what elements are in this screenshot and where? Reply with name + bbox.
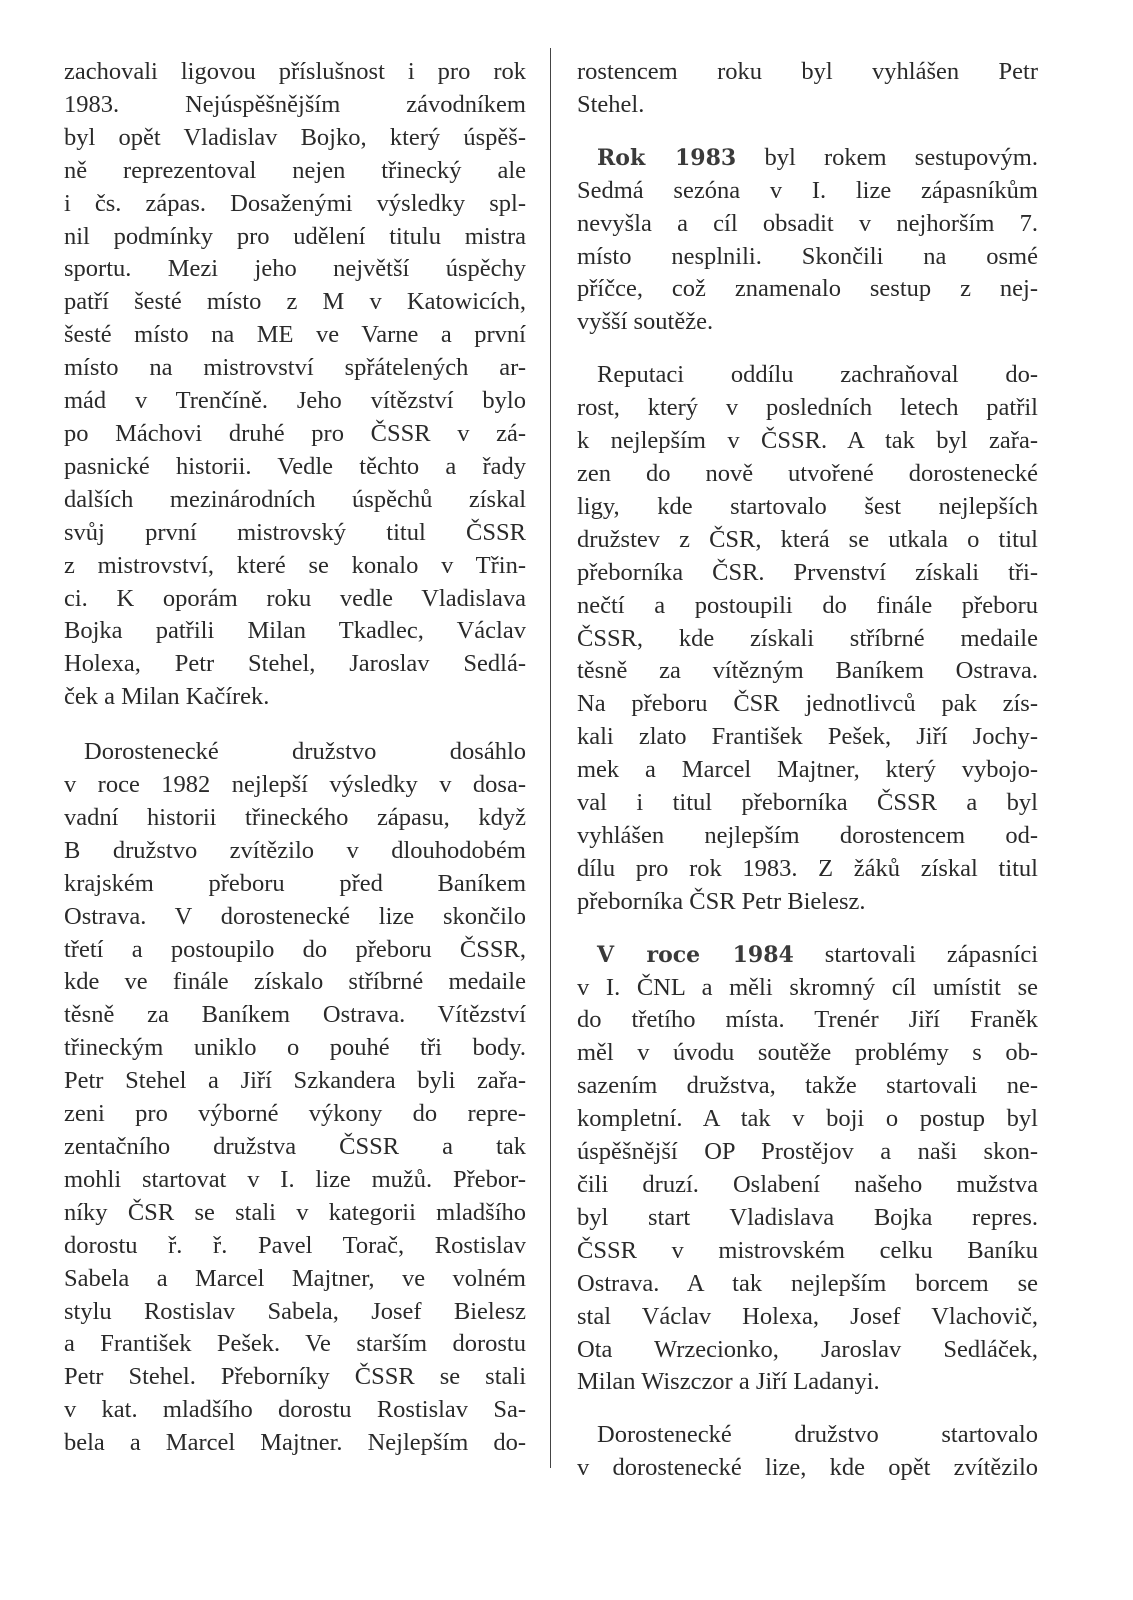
paragraph-line: Bojka patřili Milan Tkadlec, Václav xyxy=(64,617,526,645)
paragraph-line: val i titul přeborníka ČSSR a byl xyxy=(577,789,1038,817)
right-paragraph-3 xyxy=(577,359,1038,918)
paragraph-line: ČSSR, kde získali stříbrné medaile xyxy=(577,624,1038,652)
paragraph-line: mek a Marcel Majtner, který vybojo- xyxy=(577,756,1038,784)
paragraph-line: třineckým uniklo o pouhé tři body. xyxy=(64,1034,526,1062)
paragraph-line: kompletní. A tak v boji o postup byl xyxy=(577,1105,1038,1133)
paragraph-line: rostencem roku byl vyhlášen Petr xyxy=(577,58,1038,85)
paragraph-line: třetí a postoupilo do přeboru ČSSR, xyxy=(64,935,526,963)
right-paragraph-2 xyxy=(577,142,1038,339)
paragraph-text: byl rokem sestupovým. xyxy=(764,143,1038,171)
section-heading-1983: Rok 1983 xyxy=(597,144,737,171)
paragraph-line: svůj první mistrovský titul ČSSR xyxy=(64,518,526,546)
paragraph-line: mohli startovat v I. lize mužů. Přebor- xyxy=(64,1165,526,1193)
paragraph-line: níky ČSR se stali v kategorii mladšího xyxy=(64,1198,526,1226)
paragraph-line: Sedmá sezóna v I. lize zápasníkům xyxy=(577,176,1038,204)
paragraph-line: byl start Vladislava Bojka repres. xyxy=(577,1203,1038,1231)
left-paragraph-2 xyxy=(64,736,526,1460)
paragraph-line: příčce, což znamenalo sestup z nej- xyxy=(577,275,1038,303)
paragraph-line: patří šesté místo z M v Katowicích, xyxy=(64,288,526,316)
paragraph-line: a František Pešek. Ve starším dorostu xyxy=(64,1330,526,1358)
paragraph-line: přeborníka ČSR Petr Bielesz. xyxy=(577,887,866,915)
paragraph-text: startovali zápasníci xyxy=(824,940,1038,968)
paragraph-line: ček a Milan Kačírek. xyxy=(64,683,270,711)
paragraph-line: Stehel. xyxy=(577,90,645,118)
paragraph-line: sportu. Mezi jeho největší úspěchy xyxy=(64,255,526,283)
paragraph-line: v dorostenecké lize, kde opět zvítězilo xyxy=(577,1454,1038,1482)
column-divider xyxy=(550,48,551,1468)
paragraph-line: přeborníka ČSR. Prvenství získali tři- xyxy=(577,558,1038,586)
paragraph-line: kali zlato František Pešek, Jiří Jochy- xyxy=(577,723,1038,751)
paragraph-line: Na přeboru ČSR jednotlivců pak zís- xyxy=(577,690,1038,718)
paragraph-line: Sabela a Marcel Majtner, ve volném xyxy=(64,1264,526,1292)
paragraph-line: zeni pro výborné výkony do repre- xyxy=(64,1100,526,1128)
left-paragraph-1 xyxy=(64,56,526,714)
paragraph-line: dorostu ř. ř. Pavel Torač, Rostislav xyxy=(64,1231,526,1259)
paragraph-line: k nejlepším v ČSSR. A tak byl zařa- xyxy=(577,427,1038,455)
paragraph-line: čili druzí. Oslabení našeho mužstva xyxy=(577,1171,1038,1198)
right-paragraph-4 xyxy=(577,939,1038,1400)
paragraph-line: Ostrava. A tak nejlepším borcem se xyxy=(577,1269,1038,1297)
paragraph-line: zentačního družstva ČSSR a tak xyxy=(64,1133,526,1160)
paragraph-line: sazením družstva, takže startovali ne- xyxy=(577,1072,1038,1100)
paragraph-line: zachovali ligovou příslušnost i pro rok xyxy=(64,58,526,85)
paragraph-line: ČSSR v mistrovském celku Baníku xyxy=(577,1236,1038,1264)
right-paragraph-1 xyxy=(577,56,1038,122)
paragraph-line: v I. ČNL a měli skromný cíl umístit se xyxy=(577,973,1038,1001)
paragraph-line: do třetího místa. Trenér Jiří Franěk xyxy=(577,1006,1038,1034)
paragraph-line: nil podmínky pro udělení titulu mistra xyxy=(64,222,526,250)
paragraph-line: těsně za Baníkem Ostrava. Vítězství xyxy=(64,1001,526,1029)
paragraph-line: zen do nově utvořené dorostenecké xyxy=(577,459,1038,487)
paragraph-line: úspěšnější OP Prostějov a naši skon- xyxy=(577,1138,1038,1166)
paragraph-line: 1983. Nejúspěšnějším závodníkem xyxy=(64,90,526,118)
paragraph-line: ligy, kde startovalo šest nejlepších xyxy=(577,492,1038,520)
paragraph-line: nevyšla a cíl obsadit v nejhorším 7. xyxy=(577,209,1038,237)
paragraph-line: Ostrava. V dorostenecké lize skončilo xyxy=(64,902,526,930)
paragraph-line: Dorostenecké družstvo dosáhlo xyxy=(84,738,526,766)
paragraph-line: Milan Wiszczor a Jiří Ladanyi. xyxy=(577,1368,880,1396)
paragraph-line: z mistrovství, které se konalo v Třin- xyxy=(64,551,526,579)
paragraph-line: Reputaci oddílu zachraňoval do- xyxy=(597,361,1038,389)
paragraph-line: místo na mistrovství spřátelených ar- xyxy=(64,354,526,382)
paragraph-line: v kat. mladšího dorostu Rostislav Sa- xyxy=(64,1396,526,1424)
paragraph-line: mád v Trenčíně. Jeho vítězství bylo xyxy=(64,387,526,415)
paragraph-line: B družstvo zvítězilo v dlouhodobém xyxy=(64,836,526,864)
paragraph-line xyxy=(577,939,1038,972)
paragraph-line: krajském přeboru před Baníkem xyxy=(64,869,526,897)
paragraph-line: vadní historii třineckého zápasu, když xyxy=(64,803,526,831)
paragraph-line: Petr Stehel a Jiří Szkandera byli zařa- xyxy=(64,1067,526,1095)
paragraph-line: měl v úvodu soutěže problémy s ob- xyxy=(577,1039,1038,1067)
paragraph-line: stal Václav Holexa, Josef Vlachovič, xyxy=(577,1302,1038,1330)
paragraph-line: nečtí a postoupili do finále přeboru xyxy=(577,591,1038,619)
paragraph-line: těsně za vítězným Baníkem Ostrava. xyxy=(577,657,1038,685)
paragraph-line: byl opět Vladislav Bojko, který úspěš- xyxy=(64,123,526,151)
left-column xyxy=(64,56,526,1480)
paragraph-line: vyšší soutěže. xyxy=(577,308,714,336)
paragraph-line: Holexa, Petr Stehel, Jaroslav Sedlá- xyxy=(64,650,526,678)
paragraph-line: dalších mezinárodních úspěchů získal xyxy=(64,485,526,513)
paragraph-line: dílu pro rok 1983. Z žáků získal titul xyxy=(577,854,1038,882)
paragraph-line: kde ve finále získalo stříbrné medaile xyxy=(64,968,526,996)
paragraph-line: ně reprezentoval nejen třinecký ale xyxy=(64,156,526,184)
paragraph-line: pasnické historii. Vedle těchto a řady xyxy=(64,452,526,480)
paragraph-line xyxy=(577,142,1038,175)
paragraph-line: stylu Rostislav Sabela, Josef Bielesz xyxy=(64,1297,526,1325)
paragraph-line: Petr Stehel. Přeborníky ČSSR se stali xyxy=(64,1363,526,1391)
right-column xyxy=(577,56,1038,1505)
paragraph-line: Dorostenecké družstvo startovalo xyxy=(597,1421,1038,1449)
paragraph-line: vyhlášen nejlepším dorostencem od- xyxy=(577,821,1038,849)
paragraph-line: ci. K oporám roku vedle Vladislava xyxy=(64,584,526,612)
paragraph-line: místo nesplnili. Skončili na osmé xyxy=(577,242,1038,270)
paragraph-line: družstev z ČSR, která se utkala o titul xyxy=(577,525,1038,553)
paragraph-line: v roce 1982 nejlepší výsledky v dosa- xyxy=(64,771,526,799)
paragraph-line: i čs. zápas. Dosaženými výsledky spl- xyxy=(64,189,526,217)
section-heading-1984: V roce 1984 xyxy=(597,941,794,968)
paragraph-line: rost, který v posledních letech patřil xyxy=(577,394,1038,422)
paragraph-line: po Máchovi druhé pro ČSSR v zá- xyxy=(64,419,526,447)
paragraph-line: Ota Wrzecionko, Jaroslav Sedláček, xyxy=(577,1335,1038,1363)
paragraph-line: bela a Marcel Majtner. Nejlepším do- xyxy=(64,1429,526,1457)
right-paragraph-5 xyxy=(577,1419,1038,1485)
paragraph-line: šesté místo na ME ve Varne a první xyxy=(64,321,526,349)
